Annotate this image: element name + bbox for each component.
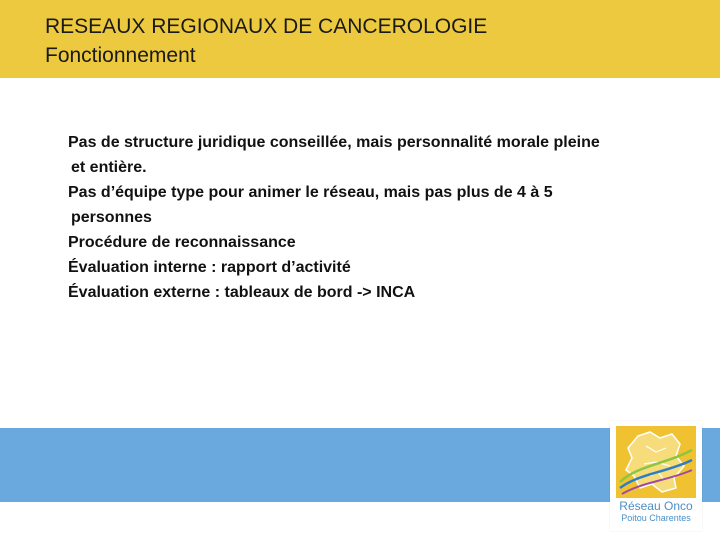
slide-title-line2: Fonctionnement (45, 44, 196, 67)
list-item-line: Évaluation externe : tableaux de bord -> INCA (68, 284, 416, 301)
list-item-line: et entière. (71, 159, 147, 176)
list-item-line: Pas d’équipe type pour animer le réseau, mais pas plus de 4 à 5 (68, 184, 553, 201)
list-item (68, 230, 688, 255)
list-item-line: Évaluation interne : rapport d’activité (68, 259, 351, 276)
header-band (0, 0, 720, 78)
logo-name-line1: Réseau Onco (619, 499, 693, 513)
list-item (68, 255, 688, 280)
logo (610, 421, 702, 531)
logo-name-line2: Poitou Charentes (621, 513, 691, 523)
list-item (68, 130, 688, 180)
list-item (68, 180, 688, 230)
bullet-list (68, 130, 688, 305)
list-item (68, 280, 688, 305)
map-region-icon (616, 426, 696, 498)
list-item-line: Pas de structure juridique conseillée, mais personnalité morale pleine (68, 134, 600, 151)
list-item-line: personnes (71, 209, 152, 226)
list-item-line: Procédure de reconnaissance (68, 234, 296, 251)
slide-title-line1: RESEAUX REGIONAUX DE CANCEROLOGIE (45, 15, 488, 38)
slide-title (45, 12, 487, 70)
